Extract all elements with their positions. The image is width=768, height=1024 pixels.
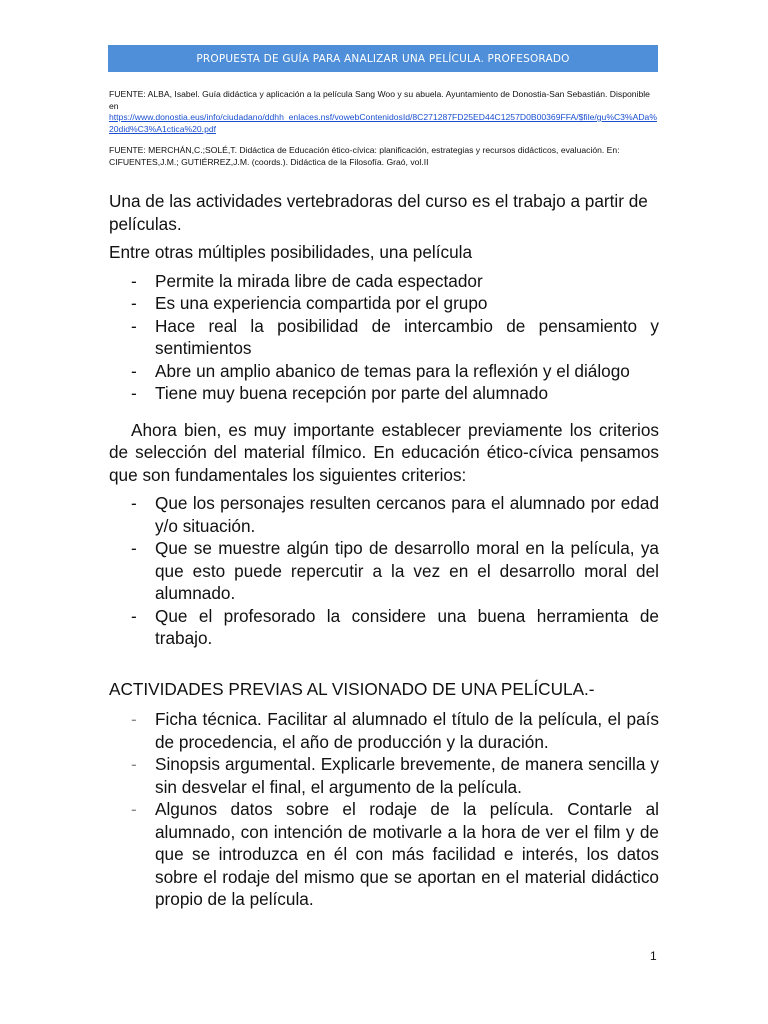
possibilities-lead: Entre otras múltiples posibilidades, una película [109, 242, 473, 262]
list-item: - Es una experiencia compartida por el grupo [131, 293, 488, 313]
dash-marker: - [131, 605, 137, 626]
source-1-text: FUENTE: ALBA, Isabel. Guía didáctica y aplicación a la película Sang Woo y su abuela. Ayuntamiento de Donostia-San Sebastián. Disponible en [109, 89, 650, 111]
list-item: - Algunos datos sobre el rodaje de la película. Contarle al alumnado, con intención de motivarle a la hora de ver el film y de que se introduzca en él con más facilidad e interés, los datos sobre el rodaje del mismo que se aportan en el material didáctico propio de la película. [131, 799, 659, 909]
list-item: - Que los personajes resulten cercanos para el alumnado por edad y/o situación. [131, 493, 659, 536]
source-citation-1 [109, 89, 661, 135]
dash-marker: - [131, 538, 137, 558]
intro-paragraph: Una de las actividades vertebradoras del curso es el trabajo a partir de películas. [109, 191, 648, 234]
dash-marker: - [131, 293, 137, 313]
source-citation-2: FUENTE: MERCHÁN,C.;SOLÉ,T. Didáctica de Educación ético-cívica: planificación, estrategias y recursos didácticos, evaluación. En: CIFUENTES,J.M.; GUTIÉRREZ,J.M. (coords.). Didáctica de la Filosofía. Graó, vol.II [109, 145, 620, 167]
document-header-title: PROPUESTA DE GUÍA PARA ANALIZAR UNA PELÍCULA. PROFESORADO [196, 52, 570, 65]
dash-marker: - [131, 493, 137, 513]
dash-marker: - [131, 360, 137, 381]
dash-marker: - [131, 799, 137, 819]
section-title: ACTIVIDADES PREVIAS AL VISIONADO DE UNA PELÍCULA.- [109, 678, 595, 699]
criteria-list [109, 492, 659, 650]
dash-marker: - [131, 754, 137, 774]
source-1-link[interactable]: https://www.donostia.eus/info/ciudadano/ddhh_enlaces.nsf/vowebContenidosId/8C271287FD25ED44C1257D0B00369FFA/$file/gu%C3%ADa%20did%C3%A1ctica%20.pdf [109, 112, 657, 134]
list-item: - Que se muestre algún tipo de desarrollo moral en la película, ya que esto puede repercutir a la vez en el desarrollo moral del alumnado. [131, 538, 659, 603]
list-item: - Abre un amplio abanico de temas para la reflexión y el diálogo [131, 360, 630, 381]
list-item: - Tiene muy buena recepción por parte del alumnado [131, 383, 549, 403]
list-item: - Que el profesorado la considere una buena herramienta de trabajo. [131, 605, 659, 648]
dash-marker: - [131, 315, 137, 336]
sources-block [109, 89, 661, 168]
dash-marker: - [131, 270, 137, 291]
list-item: - Permite la mirada libre de cada espectador [131, 270, 483, 291]
list-item: - Sinopsis argumental. Explicarle brevemente, de manera sencilla y sin desvelar el final, el argumento de la película. [131, 754, 659, 797]
activities-list [109, 708, 659, 911]
dash-marker: - [131, 383, 137, 403]
possibilities-list [109, 270, 659, 405]
criteria-intro-paragraph: Ahora bien, es muy importante establecer previamente los criterios de selección del material fílmico. En educación ético-cívica pensamos que son fundamentales los siguientes criterios: [109, 419, 659, 485]
dash-marker: - [131, 709, 137, 729]
page-number: 1 [650, 949, 657, 963]
list-item: - Hace real la posibilidad de intercambio de pensamiento y sentimientos [131, 315, 659, 358]
document-body [109, 190, 659, 911]
list-item: - Ficha técnica. Facilitar al alumnado el título de la película, el país de procedencia, el año de producción y la duración. [131, 709, 659, 752]
document-header-banner [108, 45, 658, 72]
